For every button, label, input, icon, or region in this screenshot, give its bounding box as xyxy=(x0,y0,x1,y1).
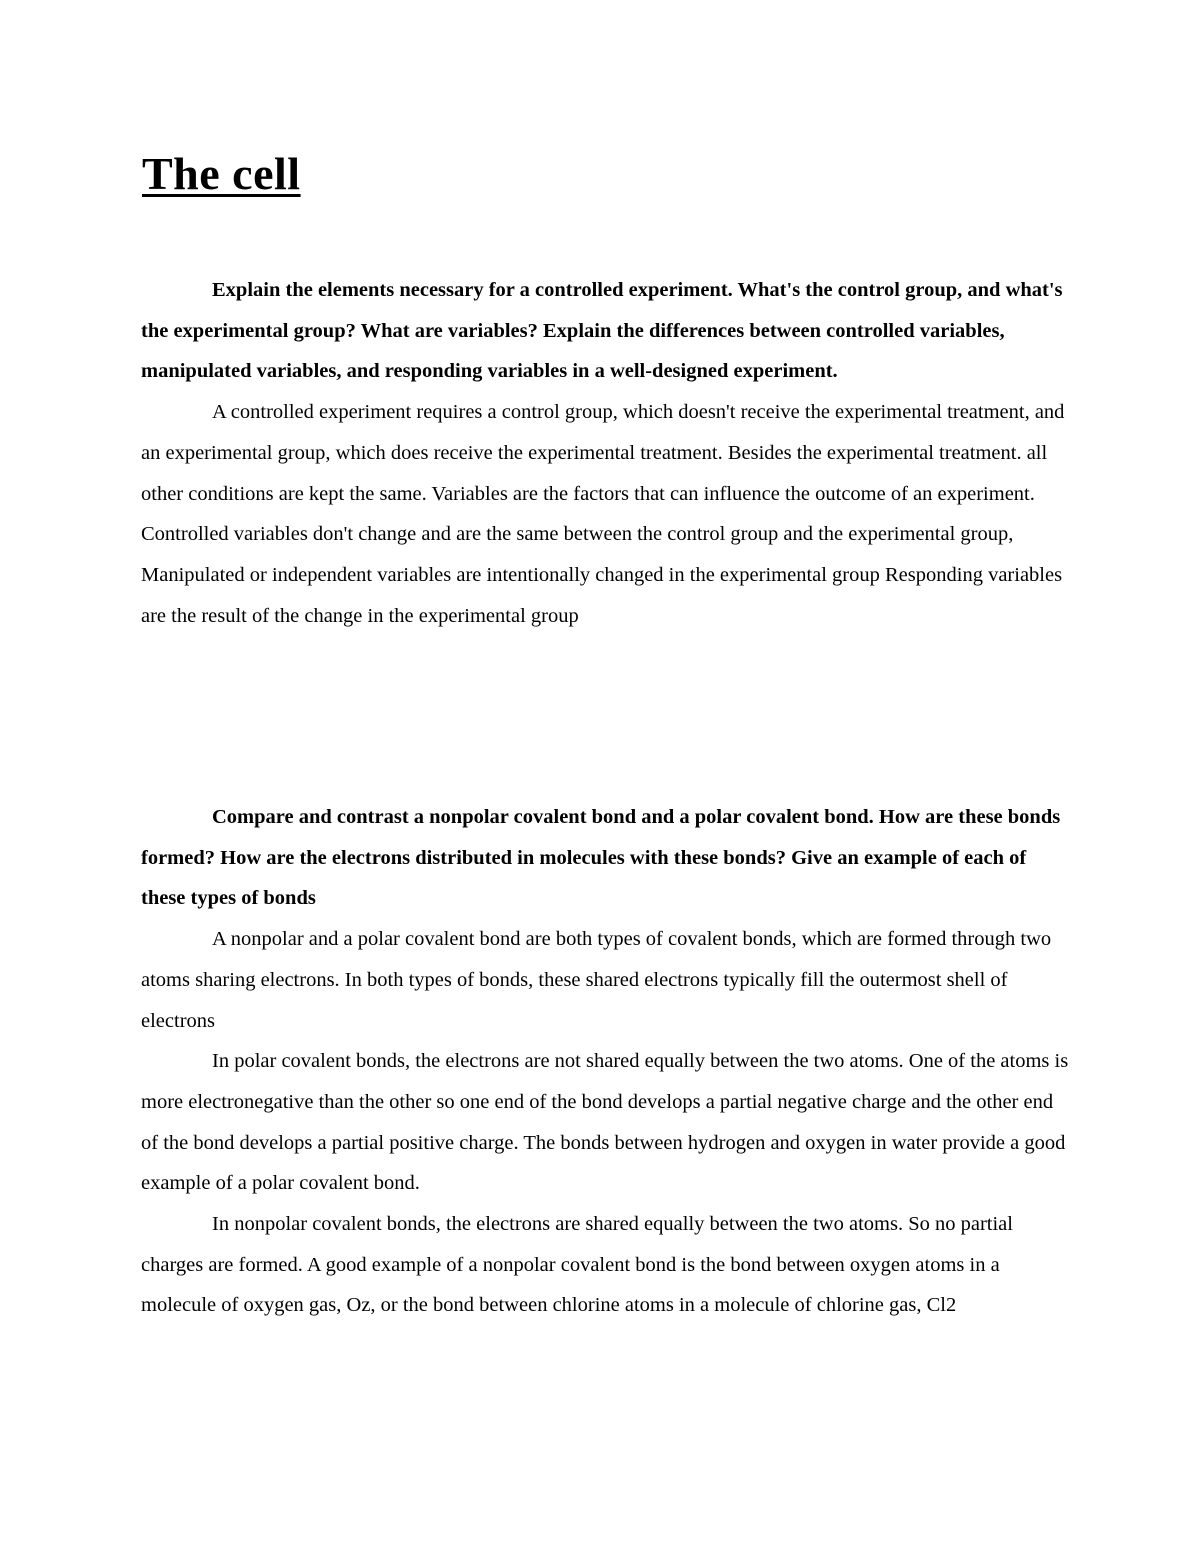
section-controlled-experiment xyxy=(141,270,1071,636)
answer-controlled-experiment: A controlled experiment requires a control group, which doesn't receive the experimental treatment, and an experimental group, which does receive the experimental treatment. Besides the experimental treatment. all other conditions are kept the same. Variables are the factors that can influence the outcome of an experiment. Controlled variables don't change and are the same between the control group and the experimental group, Manipulated or independent variables are intentionally changed in the experimental group Responding variables are the result of the change in the experimental group xyxy=(141,401,1065,627)
document-title: The cell xyxy=(142,148,301,199)
question-covalent-bonds: Compare and contrast a nonpolar covalent bond and a polar covalent bond. How are these bonds formed? How are the electrons distributed in molecules with these bonds? Give an example of each of these types of bonds xyxy=(141,806,1061,910)
question-controlled-experiment: Explain the elements necessary for a controlled experiment. What's the control group, and what's the experimental group? What are variables? Explain the differences between controlled variables, manipulated variables, and responding variables in a well-designed experiment. xyxy=(141,279,1063,383)
section-covalent-bonds xyxy=(141,797,1071,1326)
answer-polar-covalent: In polar covalent bonds, the electrons are not shared equally between the two atoms. One of the atoms is more electronegative than the other so one end of the bond develops a partial negative charge and the other end of the bond develops a partial positive charge. The bonds between hydrogen and oxygen in water provide a good example of a polar covalent bond. xyxy=(141,1050,1069,1195)
answer-nonpolar-covalent: In nonpolar covalent bonds, the electrons are shared equally between the two atoms. So no partial charges are formed. A good example of a nonpolar covalent bond is the bond between oxygen atoms in a molecule of oxygen gas, Oz, or the bond between chlorine atoms in a molecule of chlorine gas, Cl2 xyxy=(141,1213,1013,1317)
answer-covalent-bonds-overview: A nonpolar and a polar covalent bond are both types of covalent bonds, which are formed through two atoms sharing electrons. In both types of bonds, these shared electrons typically fill the outermost shell of electrons xyxy=(141,928,1052,1032)
